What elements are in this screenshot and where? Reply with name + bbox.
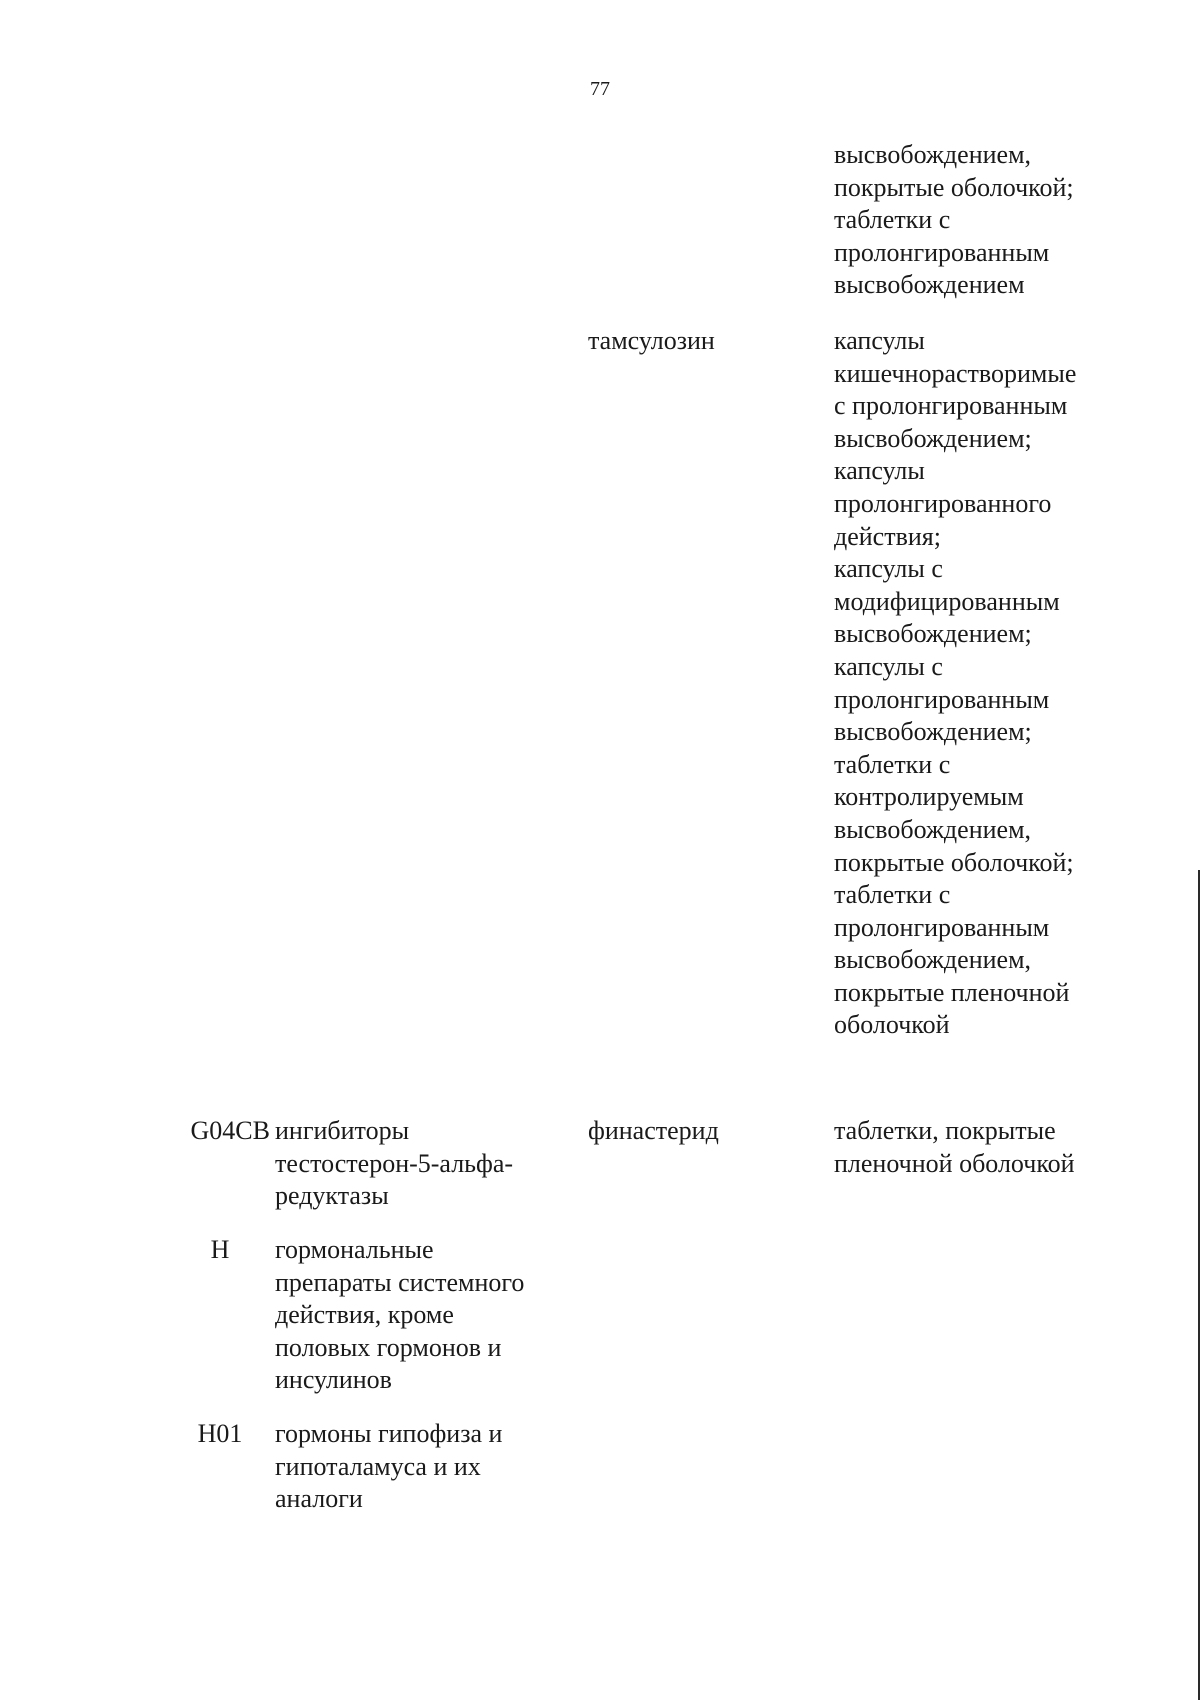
atc-description-cell: ингибиторы тестостерон-5-альфа- редуктазы xyxy=(275,1116,514,1211)
dosage-forms-cell: капсулы кишечнорастворимые с пролонгированным высвобождением; капсулы пролонгированного действия; капсулы с модифицированным высвобождением; капсулы с пролонгированным высвобождением; таблетки с контролируемым высвобождением, покрытые оболочкой; таблетки с пролонгированным высвобождением, покрытые пленочной оболочкой xyxy=(834,326,1077,1040)
dosage-forms-cell: высвобождением, покрытые оболочкой; таблетки с пролонгированным высвобождением xyxy=(834,140,1074,300)
dosage-forms-cell: таблетки, покрытые пленочной оболочкой xyxy=(834,1116,1075,1178)
drug-name-cell: тамсулозин xyxy=(588,326,715,355)
atc-description-cell: гормональные препараты системного действия, кроме половых гормонов и инсулинов xyxy=(275,1235,525,1395)
atc-code-cell: H xyxy=(210,1235,230,1264)
atc-code-cell: H01 xyxy=(197,1419,243,1448)
atc-description-cell: гормоны гипофиза и гипоталамуса и их аналоги xyxy=(275,1419,503,1514)
atc-code-cell: G04CB xyxy=(190,1116,270,1145)
drug-name-cell: финастерид xyxy=(588,1116,719,1145)
page-number: 77 xyxy=(590,78,610,100)
